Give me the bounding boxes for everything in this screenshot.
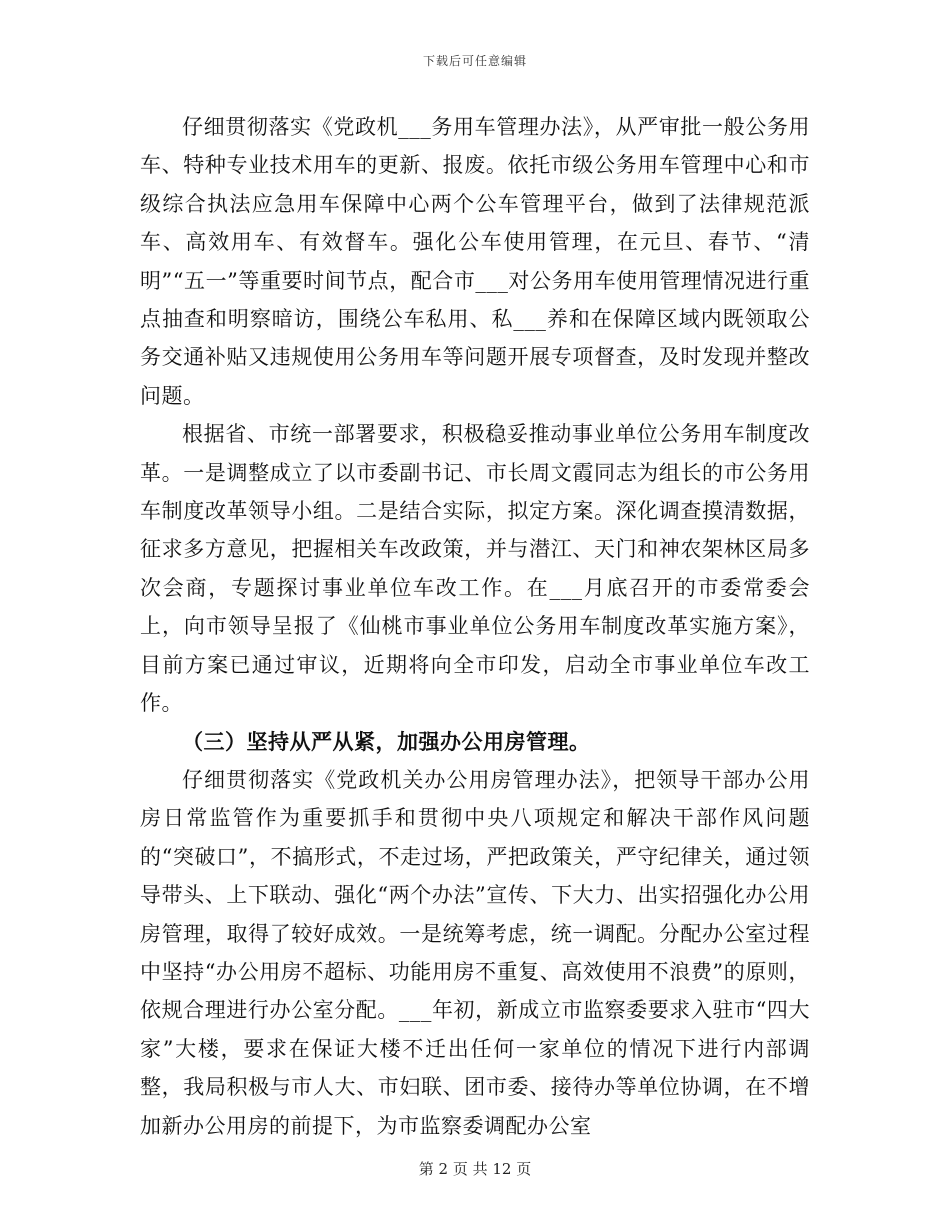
paragraph-office-management: 仔细贯彻落实《党政机关办公用房管理办法》，把领导干部办公用房日常监管作为重要抓手和贯彻中央八项规定和解决干部作风问题的“突破口”，不搞形式，不走过场，严把政策关，严守纪律关，通过领导带头、上下联动、强化“两个办法”宣传、下大力、出实招强化办公用房管理，取得了较好成效。一是统筹考虑，统一调配。分配办公室过程中坚持“办公用房不超标、功能用房不重复、高效使用不浪费”的原则，依规合理进行办公室分配。___年初，新成立市监察委要求入驻市“四大家”大楼，要求在保证大楼不迁出任何一家单位的情况下进行内部调整，我局积极与市人大、市妇联、团市委、接待办等单位协调，在不增加新办公用房的前提下，为市监察委调配办公室 [140,767,810,1138]
paragraph-vehicle-reform: 根据省、市统一部署要求，积极稳妥推动事业单位公务用车制度改革。一是调整成立了以市委副书记、市长周文霞同志为组长的市公务用车制度改革领导小组。二是结合实际，拟定方案。深化调查摸清数据，征求多方意见，把握相关车改政策，并与潜江、天门和神农架林区局多次会商，专题探讨事业单位车改工作。在___月底召开的市委常委会上，向市领导呈报了《仙桃市事业单位公务用车制度改革实施方案》，目前方案已通过审议，近期将向全市印发，启动全市事业单位车改工作。 [140,422,810,716]
page-number: 第 2 页 共 12 页 [418,1160,532,1178]
paragraph-vehicle-management: 仔细贯彻落实《党政机___务用车管理办法》，从严审批一般公务用车、特种专业技术用车的更新、报废。依托市级公务用车管理中心和市级综合执法应急用车保障中心两个公车管理平台，做到了法律规范派车、高效用车、有效督车。强化公车使用管理，在元旦、春节、“清明”“五一”等重要时间节点，配合市___对公务用车使用管理情况进行重点抽查和明察暗访，围绕公车私用、私___养和在保障区域内既领取公务交通补贴又违规使用公务用车等问题开展专项督查，及时发现并整改问题。 [140,115,810,408]
document-body [140,108,810,1145]
page-header: 下载后可任意编辑 [422,54,527,68]
section-heading: （三）坚持从严从紧，加强办公用房管理。 [182,728,591,754]
